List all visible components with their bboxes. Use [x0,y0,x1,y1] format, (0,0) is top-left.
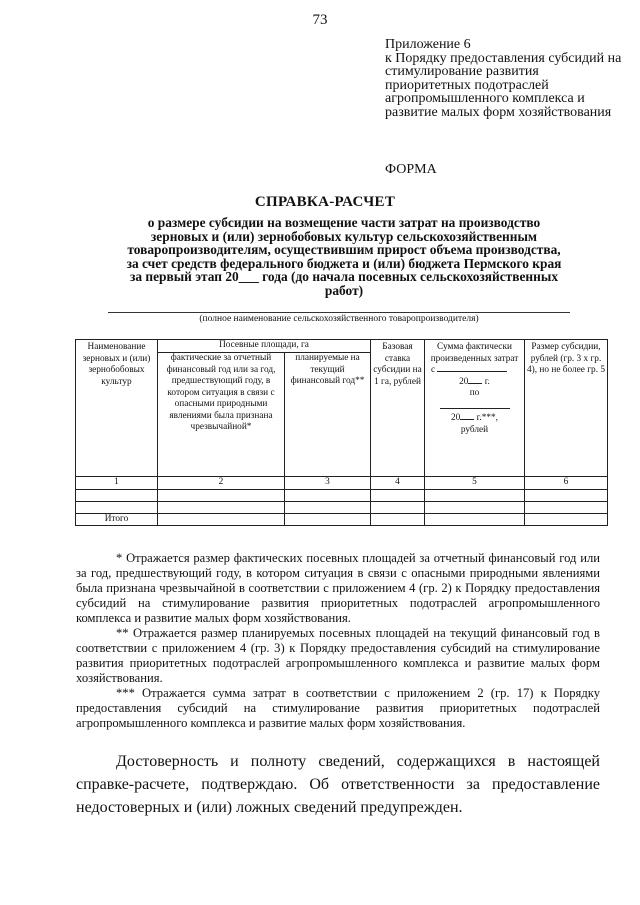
costs-unit: рублей [460,424,489,435]
page-number: 73 [312,12,328,28]
costs-period-from: с [427,365,522,377]
document-subtitle [88,216,600,297]
footnote-2: ** Отражается размер планируемых посевных площадей на текущий финансовый год в соответствии с приложением 4 (гр. 3) к Порядку предоставления субсидий на стимулирование развития приоритетных подотраслей агропромышленного комплекса и развитие малых форм хозяйствования. [76,626,600,685]
subtitle-line: зерновых и (или) зернобобовых культур сельскохозяйственным [150,228,538,244]
column-number: 5 [425,477,525,490]
appendix-title: Приложение 6 [385,37,471,52]
footnote-3: *** Отражается сумма затрат в соответствии с приложением 2 (гр. 17) к Порядку предоставления субсидий на стимулирование развития приоритетных подотраслей агропромышленного комплекса и развитие малых форм хозяйствования. [76,686,600,730]
subtitle-line: за счет средств федерального бюджета и (или) бюджета Пермского края [126,255,562,271]
producer-name-line [108,312,570,313]
total-row [76,513,608,526]
table-row [76,489,608,501]
costs-header-text: Сумма фактически произведенных затрат [430,342,519,364]
table-row [76,501,608,513]
confirmation-statement: Достоверность и полноту сведений, содержащихся в настоящей справке-расчете, подтверждаю. Об ответственности за предоставление недостоверных и (или) ложных сведений предупрежден. [76,753,600,816]
appendix-reference: к Порядку предоставления субсидий на стимулирование развития приоритетных подотраслей агропромышленного комплекса и развитие малых форм хозяйствования [385,50,622,120]
col-costs-header [425,340,525,477]
subtitle-line: о размере субсидии на возмещение части затрат на производство [147,215,541,230]
costs-period-separator [427,400,522,414]
form-label: ФОРМА [385,162,437,177]
column-number: 6 [525,477,608,490]
footnote-1: * Отражается размер фактических посевных площадей за отчетный финансовый год или за год, предшествующий году, в котором ситуация в связи с опасными природными явлениями была признана чрезвычайной в соответствии с приложением 4 (гр. 2) к Порядку предоставления субсидий на стимулирование развития приоритетных подотраслей агропромышленного комплекса и развитие малых форм хозяйствования. [76,551,600,625]
subtitle-line: за первый этап 20___ года (до начала посевных сельскохозяйственных [129,269,559,284]
appendix-header [385,38,625,120]
col-subsidy-header: Размер субсидии, рублей (гр. 3 х гр. 4), но не более гр. 5 [525,340,608,477]
costs-period-to: по [469,388,480,398]
col-planned-area-header: планируемые на текущий финансовый год** [285,353,371,477]
document-title: СПРАВКА-РАСЧЕТ [254,194,396,210]
total-label: Итого [76,513,158,526]
col-base-rate-header: Базовая ставка субсидии на 1 га, рублей [371,340,425,477]
column-number: 3 [285,477,371,490]
producer-name-caption: (полное наименование сельскохозяйственного товаропроизводителя) [199,314,479,324]
costs-period-year-a: 20 г. [459,376,490,387]
col-sown-area-header: Посевные площади, га [158,340,371,353]
footnotes [76,551,600,731]
calculation-table [75,339,608,526]
col-crop-name-header: Наименование зерновых и (или) зернобобовых культур [76,340,158,477]
column-number: 2 [158,477,285,490]
costs-period-year-b: 20 г.***, [451,413,498,423]
column-number: 4 [371,477,425,490]
column-number: 1 [76,477,158,490]
subtitle-line: товаропроизводителям, осуществившим прирост объема производства, [127,242,561,257]
col-actual-area-header: фактические за отчетный финансовый год или за год, предшествующий году, в котором ситуация в связи с опасными природными явлениями была признана чрезвычайной* [158,353,285,477]
subtitle-line: работ) [324,282,364,298]
